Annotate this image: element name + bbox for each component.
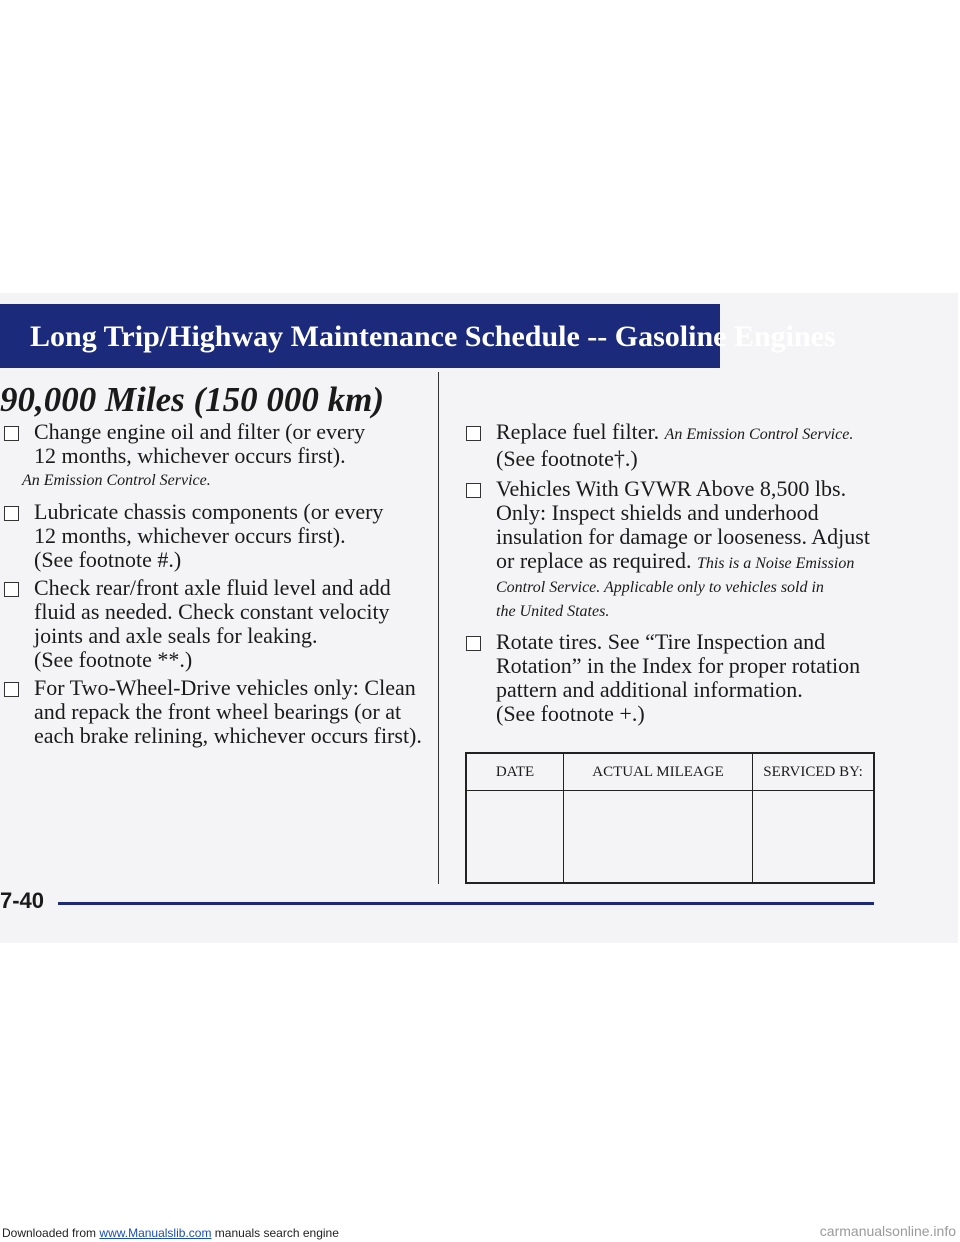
- mileage-cell[interactable]: [564, 791, 753, 884]
- checkbox[interactable]: [466, 483, 481, 498]
- checklist-item-rotate-tires: Rotate tires. See “Tire Inspection and Rotation” in the Index for proper rotation pattern and additional information. (See footnote +.): [462, 630, 902, 726]
- page-number: 7-40: [0, 888, 45, 913]
- serviced-by-header: SERVICED BY:: [753, 753, 875, 791]
- emission-note: An Emission Control Service.: [22, 472, 211, 489]
- watermark: carmanualsonline.info: [819, 1223, 956, 1239]
- checklist-item-oil: Change engine oil and filter (or every 12 months, whichever occurs first). An Emission Control Service.: [0, 420, 438, 494]
- emission-note: An Emission Control Service.: [664, 426, 854, 443]
- mileage-header: ACTUAL MILEAGE: [564, 753, 753, 791]
- banner-title: Long Trip/Highway Maintenance Schedule -- Gasoline Engines: [30, 320, 836, 353]
- checklist-item-gvwr-shields: Vehicles With GVWR Above 8,500 lbs. Only: Inspect shields and underhood insulation for damage or looseness. Adjust or replace as required. This is a Noise Emission Control Service. Applicable only to vehicles sold in the United States.: [462, 477, 902, 624]
- checkbox[interactable]: [4, 582, 19, 597]
- checkbox[interactable]: [466, 426, 481, 441]
- checklist-item-bearings: For Two-Wheel-Drive vehicles only: Clean and repack the front wheel bearings (or at each brake relining, whichever occurs first).: [0, 676, 438, 748]
- footer-rule: [58, 902, 874, 905]
- column-divider: [438, 372, 439, 884]
- checkbox[interactable]: [4, 506, 19, 521]
- checkbox[interactable]: [4, 682, 19, 697]
- left-column: [0, 419, 438, 748]
- checkbox[interactable]: [466, 636, 481, 651]
- checklist-item-axle: Check rear/front axle fluid level and add fluid as needed. Check constant velocity joints and axle seals for leaking. (See footnote **.): [0, 576, 438, 672]
- checklist-item-chassis: Lubricate chassis components (or every 12 months, whichever occurs first). (See footnote #.): [0, 500, 438, 572]
- date-header: DATE: [466, 753, 564, 791]
- serviced-by-cell[interactable]: [753, 791, 875, 884]
- noise-emission-note: This is a Noise Emission: [696, 555, 855, 572]
- manualslib-link[interactable]: www.Manualslib.com: [99, 1226, 212, 1240]
- right-column: [462, 419, 902, 726]
- checkbox[interactable]: [4, 426, 19, 441]
- mileage-heading: 90,000 Miles (150 000 km): [0, 380, 385, 419]
- date-cell[interactable]: [466, 791, 564, 884]
- service-log-table: [465, 752, 875, 884]
- checklist-item-fuel-filter: Replace fuel filter. An Emission Control Service. (See footnote†.): [462, 420, 902, 471]
- download-footer: Downloaded from www.Manualslib.com manuals search engine: [2, 1226, 339, 1240]
